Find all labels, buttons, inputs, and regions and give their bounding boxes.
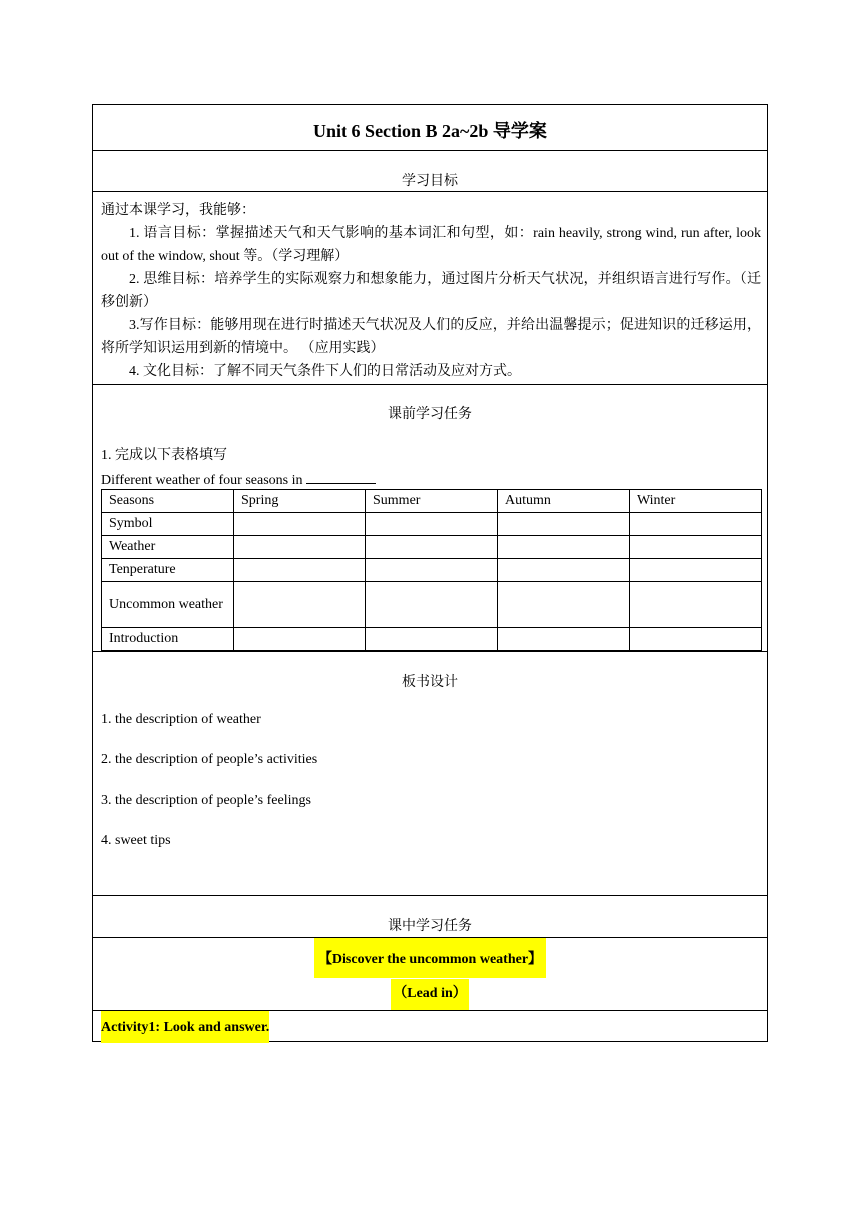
- table-header-cell: Autumn: [498, 490, 630, 513]
- divider: [93, 895, 767, 896]
- table-row: [102, 536, 762, 559]
- activity-wrap: [101, 1011, 269, 1043]
- table-header-row: [102, 490, 762, 513]
- table-row: [102, 513, 762, 536]
- pre-class-task: 1. 完成以下表格填写: [101, 448, 227, 463]
- table-cell[interactable]: [630, 628, 762, 651]
- objectives-heading: 学习目标: [402, 174, 458, 189]
- pre-class-heading: 课前学习任务: [388, 407, 472, 422]
- lead-in-label: （Lead in）: [391, 979, 469, 1011]
- divider: [93, 651, 767, 652]
- table-cell[interactable]: [366, 582, 498, 628]
- table-header-cell: Summer: [366, 490, 498, 513]
- table-cell[interactable]: [366, 628, 498, 651]
- table-row: [102, 582, 762, 628]
- table-cell[interactable]: [498, 628, 630, 651]
- objective-item: 1. 语言目标：掌握描述天气和天气影响的基本词汇和句型，如：rain heavily, strong wind, run after, look out of the window, shout 等。（学习理解）: [101, 226, 761, 264]
- table-row: [102, 559, 762, 582]
- table-cell[interactable]: [234, 513, 366, 536]
- table-cell[interactable]: [630, 513, 762, 536]
- board-item: 4. sweet tips: [101, 833, 171, 848]
- table-cell[interactable]: [234, 559, 366, 582]
- activity-label: Activity1: Look and answer.: [101, 1011, 269, 1043]
- table-cell[interactable]: [498, 536, 630, 559]
- objectives-intro: 通过本课学习，我能够：: [101, 203, 255, 218]
- table-cell[interactable]: [498, 559, 630, 582]
- divider: [93, 384, 767, 385]
- table-cell[interactable]: [630, 536, 762, 559]
- table-cell[interactable]: [234, 536, 366, 559]
- row-label: Tenperature: [102, 559, 234, 582]
- board-item: 1. the description of weather: [101, 712, 261, 727]
- section-title: 【Discover the uncommon weather】: [314, 938, 546, 978]
- lead-in-wrap: [93, 979, 767, 1011]
- table-header-cell: Seasons: [102, 490, 234, 513]
- board-item: 2. the description of people’s activities: [101, 752, 318, 767]
- table-cell[interactable]: [630, 582, 762, 628]
- objective-item: 4. 文化目标：了解不同天气条件下人们的日常活动及应对方式。: [129, 364, 521, 379]
- worksheet-title: Unit 6 Section B 2a~2b 导学案: [313, 121, 547, 141]
- row-label: Introduction: [102, 628, 234, 651]
- board-heading: 板书设计: [402, 675, 458, 690]
- table-header-cell: Winter: [630, 490, 762, 513]
- fill-blank[interactable]: [306, 469, 376, 484]
- objective-item: 2. 思维目标：培养学生的实际观察力和想象能力，通过图片分析天气状况，并组织语言进行写作。（迁移创新）: [101, 272, 761, 310]
- table-header-cell: Spring: [234, 490, 366, 513]
- table-cell[interactable]: [498, 582, 630, 628]
- table-row: [102, 628, 762, 651]
- row-label: Uncommon weather: [102, 582, 234, 628]
- seasons-table: [101, 489, 762, 651]
- table-cell[interactable]: [234, 628, 366, 651]
- table-caption: Different weather of four seasons in: [101, 473, 303, 488]
- table-caption-line: [101, 469, 376, 489]
- table-cell[interactable]: [234, 582, 366, 628]
- worksheet-frame: [92, 104, 768, 1042]
- table-cell[interactable]: [366, 536, 498, 559]
- row-label: Weather: [102, 536, 234, 559]
- in-class-heading: 课中学习任务: [388, 919, 472, 934]
- divider: [93, 150, 767, 151]
- objective-item: 3.写作目标：能够用现在进行时描述天气状况及人们的反应，并给出温馨提示；促进知识的迁移运用，将所学知识运用到新的情境中。 （应用实践）: [101, 318, 761, 356]
- board-item: 3. the description of people’s feelings: [101, 793, 311, 808]
- objectives-body: [101, 199, 761, 383]
- table-cell[interactable]: [366, 559, 498, 582]
- table-cell[interactable]: [366, 513, 498, 536]
- table-cell[interactable]: [630, 559, 762, 582]
- row-label: Symbol: [102, 513, 234, 536]
- table-cell[interactable]: [498, 513, 630, 536]
- divider: [93, 191, 767, 192]
- section-title-wrap: [93, 938, 767, 978]
